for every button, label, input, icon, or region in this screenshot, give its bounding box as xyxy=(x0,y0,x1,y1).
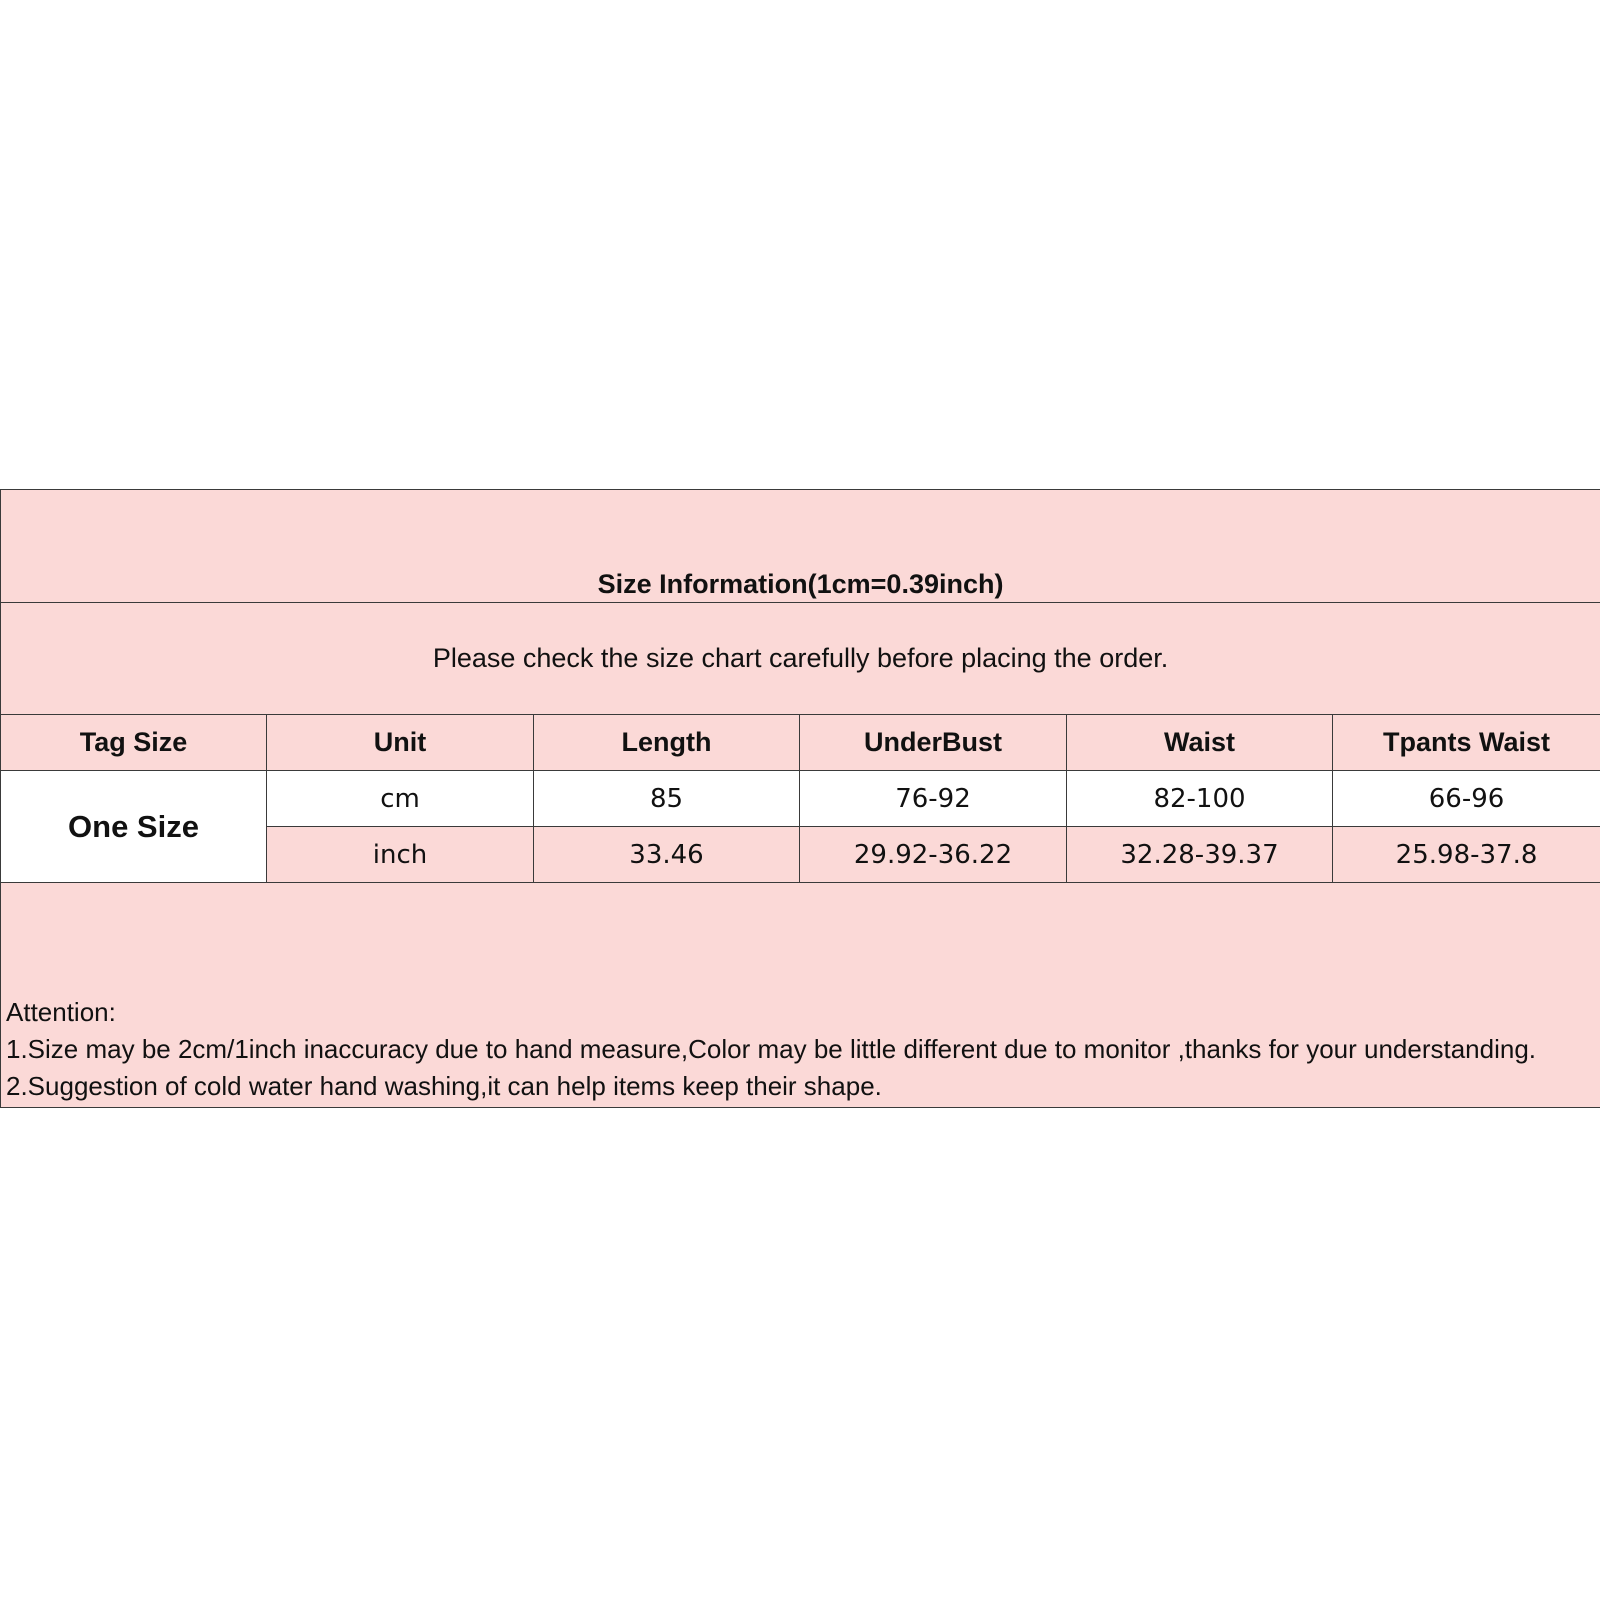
table-row-cm xyxy=(1,771,1600,827)
cell-waist: 32.28-39.37 xyxy=(1067,827,1333,883)
attention-notes xyxy=(1,994,1600,1107)
title-cell xyxy=(1,490,1600,603)
header-row xyxy=(1,715,1600,771)
cell-length: 33.46 xyxy=(534,827,800,883)
notes-cell xyxy=(1,883,1600,1108)
attention-heading: Attention: xyxy=(6,997,116,1027)
subtitle-row xyxy=(1,603,1600,715)
cell-unit: inch xyxy=(267,827,534,883)
size-chart-subtitle: Please check the size chart carefully before placing the order. xyxy=(1,603,1600,715)
cell-tpants-waist: 66-96 xyxy=(1333,771,1600,827)
header-tag-size: Tag Size xyxy=(1,715,267,771)
notes-row xyxy=(1,883,1600,1108)
cell-tpants-waist: 25.98-37.8 xyxy=(1333,827,1600,883)
cell-waist: 82-100 xyxy=(1067,771,1333,827)
header-tpants-waist: Tpants Waist xyxy=(1333,715,1600,771)
cell-underbust: 29.92-36.22 xyxy=(800,827,1067,883)
cell-unit: cm xyxy=(267,771,534,827)
size-chart-table xyxy=(0,489,1600,1108)
note-line-2: 2.Suggestion of cold water hand washing,it can help items keep their shape. xyxy=(6,1071,882,1101)
note-line-1: 1.Size may be 2cm/1inch inaccuracy due to hand measure,Color may be little different due to monitor ,thanks for your understanding. xyxy=(6,1034,1537,1064)
cell-underbust: 76-92 xyxy=(800,771,1067,827)
header-underbust: UnderBust xyxy=(800,715,1067,771)
header-length: Length xyxy=(534,715,800,771)
size-chart-title: Size Information(1cm=0.39inch) xyxy=(597,569,1004,599)
tag-size-cell: One Size xyxy=(1,771,267,883)
title-row xyxy=(1,490,1600,603)
cell-length: 85 xyxy=(534,771,800,827)
header-unit: Unit xyxy=(267,715,534,771)
header-waist: Waist xyxy=(1067,715,1333,771)
